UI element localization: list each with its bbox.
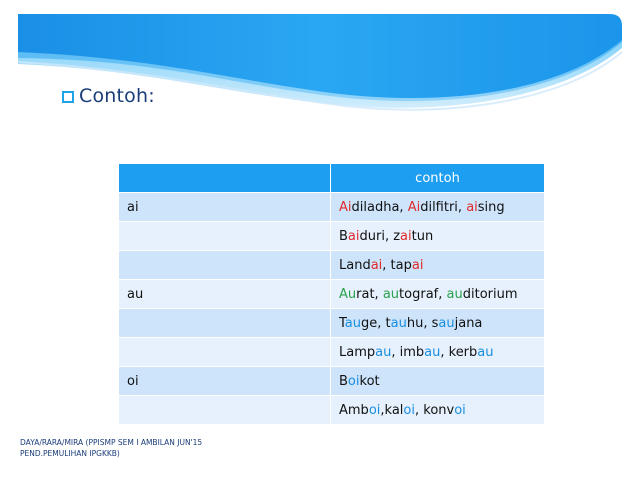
table-row — [119, 309, 545, 338]
plain-letters: dilfitri, — [420, 199, 467, 215]
diphthong-cell — [119, 396, 331, 425]
example-cell — [331, 222, 545, 251]
highlighted-letters: Ai — [339, 199, 352, 215]
plain-letters: kot — [359, 373, 380, 389]
example-cell — [331, 309, 545, 338]
highlighted-letters: Au — [339, 286, 357, 302]
header-cell-right: contoh — [331, 164, 545, 193]
plain-letters: jana — [454, 315, 483, 331]
highlighted-letters: ai — [347, 228, 360, 244]
table-row — [119, 338, 545, 367]
plain-letters: Lamp — [339, 344, 376, 360]
table-row — [119, 222, 545, 251]
highlighted-letters: ai — [370, 257, 383, 273]
plain-letters: B — [339, 373, 348, 389]
plain-letters: sing — [477, 199, 505, 215]
heading-text: Contoh: — [79, 85, 155, 107]
highlighted-letters: ai — [466, 199, 478, 215]
table-row — [119, 251, 545, 280]
example-cell — [331, 193, 545, 222]
diphthong-cell — [119, 251, 331, 280]
highlighted-letters: au — [477, 344, 494, 360]
highlighted-letters: oi — [454, 402, 466, 418]
checkbox-bullet-icon — [62, 91, 74, 103]
diphthong-cell: ai — [119, 193, 331, 222]
plain-letters: tun — [411, 228, 434, 244]
plain-letters: Amb — [339, 402, 369, 418]
plain-letters: ge, t — [361, 315, 391, 331]
plain-letters: , kerb — [440, 344, 478, 360]
diphthong-cell — [119, 338, 331, 367]
plain-letters: ,kal — [380, 402, 404, 418]
plain-letters: B — [339, 228, 348, 244]
plain-letters: duri, z — [359, 228, 401, 244]
plain-letters: tograf, — [399, 286, 447, 302]
plain-letters: Land — [339, 257, 371, 273]
highlighted-letters: au — [375, 344, 392, 360]
example-cell — [331, 396, 545, 425]
highlighted-letters: au — [424, 344, 441, 360]
plain-letters: diladha, — [351, 199, 408, 215]
highlighted-letters: oi — [403, 402, 415, 418]
plain-letters: rat, — [356, 286, 383, 302]
diphthong-cell: au — [119, 280, 331, 309]
diphthong-cell — [119, 309, 331, 338]
example-cell — [331, 251, 545, 280]
table-row — [119, 367, 545, 396]
table-row — [119, 396, 545, 425]
plain-letters: ditorium — [462, 286, 518, 302]
plain-letters: T — [339, 315, 345, 331]
slide-heading — [62, 85, 155, 107]
highlighted-letters: ai — [400, 228, 412, 244]
highlighted-letters: au — [438, 315, 455, 331]
footer-line-2: PEND.PEMULIHAN IPGKKB) — [20, 449, 120, 458]
table-row — [119, 193, 545, 222]
example-cell — [331, 367, 545, 396]
table-header-row — [119, 164, 545, 193]
footer-credit — [20, 437, 202, 459]
header-cell-left — [119, 164, 331, 193]
diphthong-cell — [119, 222, 331, 251]
plain-letters: , tap — [382, 257, 412, 273]
footer-line-1: DAYA/RARA/MIRA (PPISMP SEM I AMBILAN JUN'15 — [20, 438, 203, 447]
highlighted-letters: oi — [347, 373, 360, 389]
plain-letters: hu, s — [406, 315, 439, 331]
table-row — [119, 280, 545, 309]
plain-letters: , imb — [391, 344, 425, 360]
highlighted-letters: au — [344, 315, 362, 331]
highlighted-letters: oi — [368, 402, 381, 418]
highlighted-letters: au — [382, 286, 400, 302]
example-cell — [331, 280, 545, 309]
highlighted-letters: Ai — [407, 199, 421, 215]
highlighted-letters: ai — [411, 257, 424, 273]
examples-table — [118, 163, 545, 425]
example-cell — [331, 338, 545, 367]
diphthong-cell: oi — [119, 367, 331, 396]
highlighted-letters: au — [446, 286, 463, 302]
plain-letters: , konv — [414, 402, 455, 418]
highlighted-letters: au — [390, 315, 407, 331]
